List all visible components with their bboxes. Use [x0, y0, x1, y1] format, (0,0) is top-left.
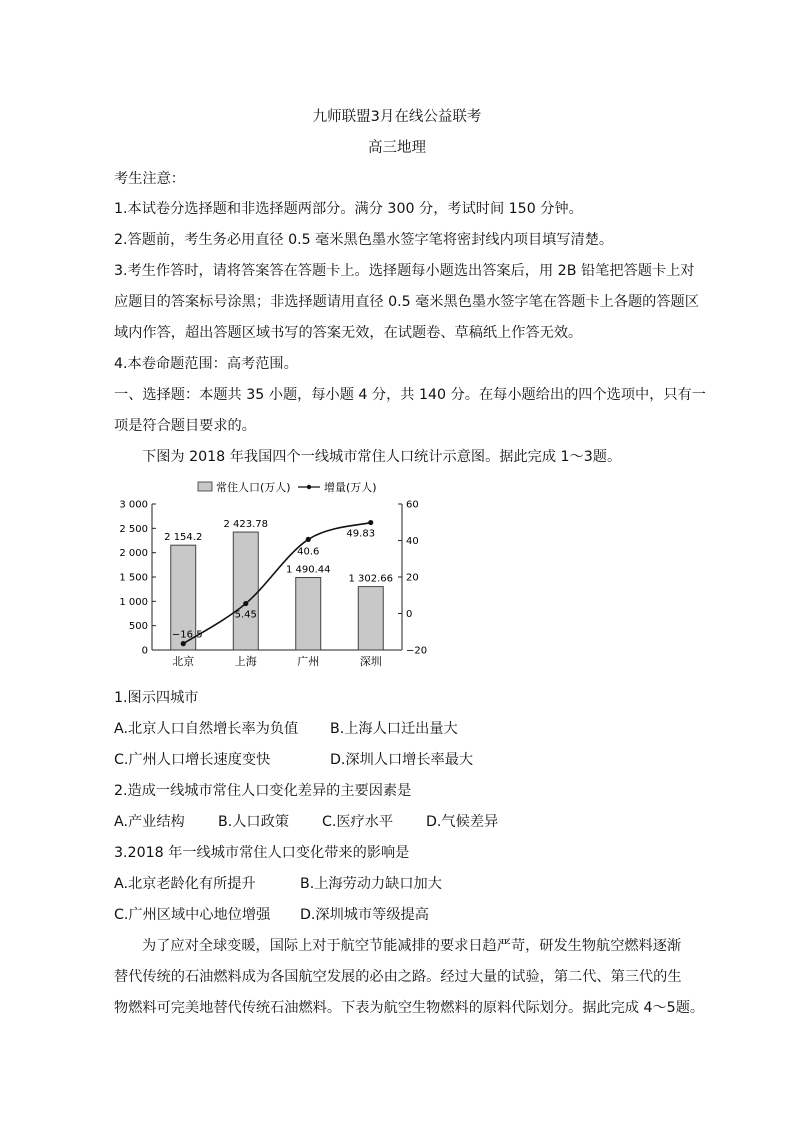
legend-line-label: 增量(万人): [324, 481, 377, 494]
bar-value-label: 2 423.78: [223, 519, 269, 531]
left-axis-tick-label: 500: [128, 621, 148, 633]
left-axis-tick-label: 1 500: [119, 572, 148, 584]
chart-legend: [198, 480, 377, 494]
exam-subject: 高三地理: [368, 140, 426, 156]
legend-bar-label: 常住人口(万人): [216, 481, 291, 494]
bar-value-label: 1 302.66: [348, 573, 394, 585]
right-axis-tick-label: −20: [406, 645, 428, 657]
increase-point: [306, 537, 311, 542]
legend-bar-swatch: [198, 482, 212, 491]
chart-increase-line: [181, 520, 374, 646]
population-chart: [110, 478, 440, 668]
x-axis-category-label: 广州: [297, 655, 320, 668]
passage2-line-3: 物燃料可完美地替代传统石油燃料。下表为航空生物燃料的原料代际划分。据此完成 4～5题。: [114, 1000, 705, 1016]
q1-option-b: B.上海人口迁出量大: [330, 721, 458, 737]
left-axis-tick-label: 3 000: [119, 499, 148, 511]
increase-point: [368, 520, 373, 525]
increase-curve: [183, 523, 371, 644]
notice-item-3-cont2: 域内作答，超出答题区域书写的答案无效，在试题卷、草稿纸上作答无效。: [114, 325, 583, 341]
x-axis-category-label: 上海: [234, 655, 257, 668]
increase-value-label: −16.5: [171, 629, 203, 641]
left-axis-tick-label: 2 500: [119, 523, 148, 535]
q1-option-d: D.深圳人口增长率最大: [330, 752, 474, 768]
q3-option-d: D.深圳城市等级提高: [300, 907, 429, 923]
increase-value-label: 49.83: [346, 528, 376, 540]
q1-option-a: A.北京人口自然增长率为负值: [114, 721, 299, 737]
q2-option-b: B.人口政策: [218, 814, 289, 830]
notice-item-4: 4.本卷命题范围：高考范围。: [114, 356, 298, 372]
q2-option-a: A.产业结构: [114, 814, 185, 830]
notice-heading: 考生注意：: [114, 171, 185, 187]
notice-item-1: 1.本试卷分选择题和非选择题两部分。满分 300 分，考试时间 150 分钟。: [114, 201, 583, 217]
section-heading: 一、选择题：本题共 35 小题，每小题 4 分，共 140 分。在每小题给出的四个选项中，只有一: [114, 387, 706, 403]
chart-intro: 下图为 2018 年我国四个一线城市常住人口统计示意图。据此完成 1～3题。: [142, 449, 622, 465]
right-axis-tick-label: 60: [406, 499, 419, 511]
x-axis-category-label: 北京: [172, 655, 195, 668]
q3-stem: 3.2018 年一线城市常住人口变化带来的影响是: [114, 845, 410, 861]
bar-population: [233, 532, 258, 650]
section-heading-cont: 项是符合题目要求的。: [114, 418, 256, 434]
passage2-line-2: 替代传统的石油燃料成为各国航空发展的必由之路。经过大量的试验，第二代、第三代的生: [114, 969, 682, 985]
exam-title: 九师联盟3月在线公益联考: [312, 109, 482, 125]
left-axis-tick-label: 0: [141, 645, 148, 657]
bar-population: [358, 587, 383, 650]
bar-value-label: 1 490.44: [285, 564, 331, 576]
notice-item-3-cont1: 应题目的答案标号涂黑；非选择题请用直径 0.5 毫米黑色墨水签字笔在答题卡上各题的答题区: [114, 294, 699, 310]
increase-point: [181, 641, 186, 646]
left-axis-tick-label: 2 000: [119, 548, 148, 560]
q1-stem: 1.图示四城市: [114, 690, 199, 706]
q2-option-c: C.医疗水平: [322, 814, 394, 830]
q3-option-c: C.广州区域中心地位增强: [114, 907, 271, 923]
bar-population: [296, 577, 321, 650]
x-axis-category-label: 深圳: [359, 655, 382, 668]
right-axis-tick-label: 40: [406, 536, 419, 547]
right-axis-tick-label: 0: [406, 609, 413, 620]
right-axis-tick-label: 20: [406, 572, 419, 584]
q1-option-c: C.广州人口增长速度变快: [114, 752, 271, 768]
increase-value-label: 5.45: [234, 609, 257, 621]
left-axis-tick-label: 1 000: [119, 596, 148, 608]
q2-option-d: D.气候差异: [426, 814, 499, 830]
passage2-line-1: 为了应对全球变暖，国际上对于航空节能减排的要求日趋严苛，研发生物航空燃料逐渐: [142, 938, 682, 954]
increase-value-label: 40.6: [297, 546, 320, 558]
legend-line-marker: [307, 485, 311, 489]
increase-point: [243, 601, 248, 606]
notice-item-2: 2.答题前，考生务必用直径 0.5 毫米黑色墨水签字笔将密封线内项目填写清楚。: [114, 232, 614, 248]
q2-stem: 2.造成一线城市常住人口变化差异的主要因素是: [114, 783, 412, 799]
q3-option-a: A.北京老龄化有所提升: [114, 876, 256, 892]
notice-item-3: 3.考生作答时，请将答案答在答题卡上。选择题每小题选出答案后，用 2B 铅笔把答题卡上对: [114, 263, 695, 279]
bar-value-label: 2 154.2: [164, 532, 203, 544]
q3-option-b: B.上海劳动力缺口加大: [300, 876, 442, 892]
